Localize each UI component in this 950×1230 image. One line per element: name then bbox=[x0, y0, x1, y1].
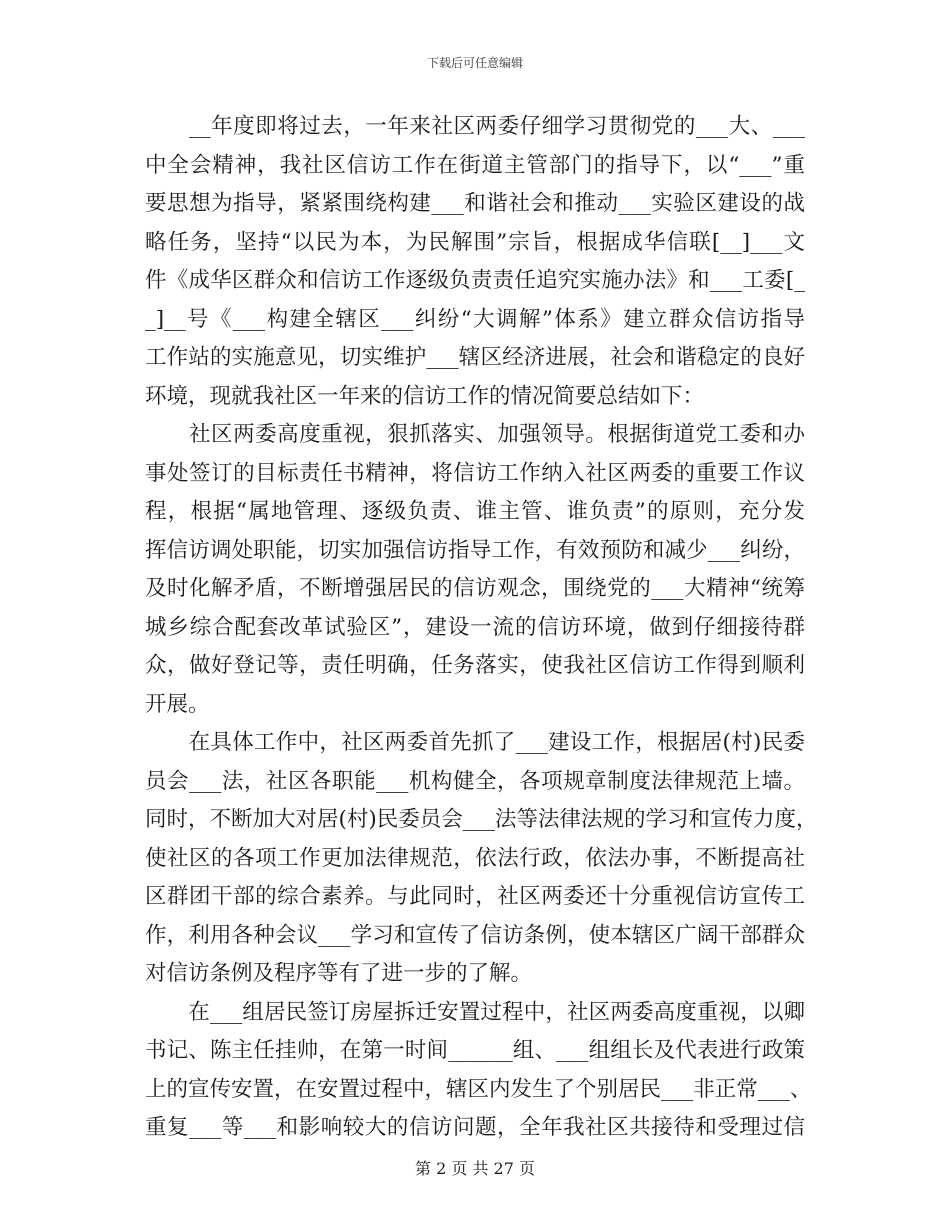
text-line: 书记、陈主任挂帅，在第一时间______组、___组组长及代表进行政策 bbox=[145, 1038, 805, 1063]
text-line: 作，利用各种会议___学习和宣传了信访条例，使本辖区广阔干部群众 bbox=[145, 922, 805, 948]
text-line: 区群团干部的综合素养。与此同时，社区两委还十分重视信访宣传工 bbox=[145, 884, 805, 909]
text-line: 使社区的各项工作更加法律规范，依法行政，依法办事，不断提高社 bbox=[145, 845, 805, 871]
paragraph-4 bbox=[145, 994, 812, 1148]
paragraph-2 bbox=[145, 416, 805, 724]
page-header-note: 下载后可任意编辑 bbox=[426, 56, 523, 70]
text-line: 在___组居民签订房屋拆迁安置过程中，社区两委高度重视，以卿 bbox=[145, 999, 805, 1025]
text-line: 对信访条例及程序等有了进一步的了解。 bbox=[145, 961, 533, 986]
text-line: 众，做好登记等，责任明确，任务落实，使我社区信访工作得到顺利 bbox=[145, 653, 805, 678]
text-line: 要思想为指导，紧紧围绕构建___和谐社会和推动___实验区建设的战 bbox=[145, 191, 805, 216]
text-line: 员会___法，社区各职能___机构健全，各项规章制度法律规范上墙。 bbox=[145, 768, 805, 794]
text-line: 重复___等___和影响较大的信访问题，全年我社区共接待和受理过信 bbox=[145, 1115, 805, 1140]
text-line: 社区两委高度重视，狠抓落实、加强领导。根据街道党工委和办 bbox=[145, 422, 805, 447]
text-line: 在具体工作中，社区两委首先抓了___建设工作，根据居(村)民委 bbox=[145, 730, 805, 755]
paragraph-1 bbox=[145, 108, 805, 416]
text-line: 略任务，坚持“以民为本，为民解围”宗旨，根据成华信联[__]___文 bbox=[145, 229, 805, 255]
text-line: 及时化解矛盾，不断增强居民的信访观念，围绕党的___大精神“统筹 bbox=[145, 576, 805, 601]
text-line: 城乡综合配套改革试验区”，建设一流的信访环境，做到仔细接待群 bbox=[145, 614, 805, 640]
text-line: 程，根据“属地管理、逐级负责、谁主管、谁负责”的原则，充分发 bbox=[145, 499, 805, 524]
text-line: 挥信访调处职能，切实加强信访指导工作，有效预防和减少___纠纷， bbox=[145, 537, 805, 563]
text-line: 上的宣传安置，在安置过程中，辖区内发生了个别居民___非正常___、 bbox=[145, 1076, 812, 1102]
text-line: __年度即将过去，一年来社区两委仔细学习贯彻党的___大、___ bbox=[145, 114, 805, 139]
text-line: 件《成华区群众和信访工作逐级负责责任追究实施办法》和___工委[_ bbox=[145, 268, 805, 293]
text-line: 同时，不断加大对居(村)民委员会___法等法律法规的学习和宣传力度， bbox=[145, 807, 818, 832]
text-line: 开展。 bbox=[145, 691, 210, 717]
text-line: _]__号《___构建全辖区___纠纷“大调解”体系》建立群众信访指导 bbox=[145, 306, 805, 332]
text-line: 事处签订的目标责任书精神，将信访工作纳入社区两委的重要工作议 bbox=[145, 460, 805, 486]
paragraph-3 bbox=[145, 724, 818, 994]
document-body bbox=[145, 108, 818, 1148]
text-line: 工作站的实施意见，切实维护___辖区经济进展，社会和谐稳定的良好 bbox=[145, 345, 805, 370]
text-line: 中全会精神，我社区信访工作在街道主管部门的指导下，以“___”重 bbox=[145, 152, 805, 178]
text-line: 环境，现就我社区一年来的信访工作的情况简要总结如下： bbox=[145, 383, 705, 409]
page-number: 第 2 页 共 27 页 bbox=[415, 1159, 535, 1178]
